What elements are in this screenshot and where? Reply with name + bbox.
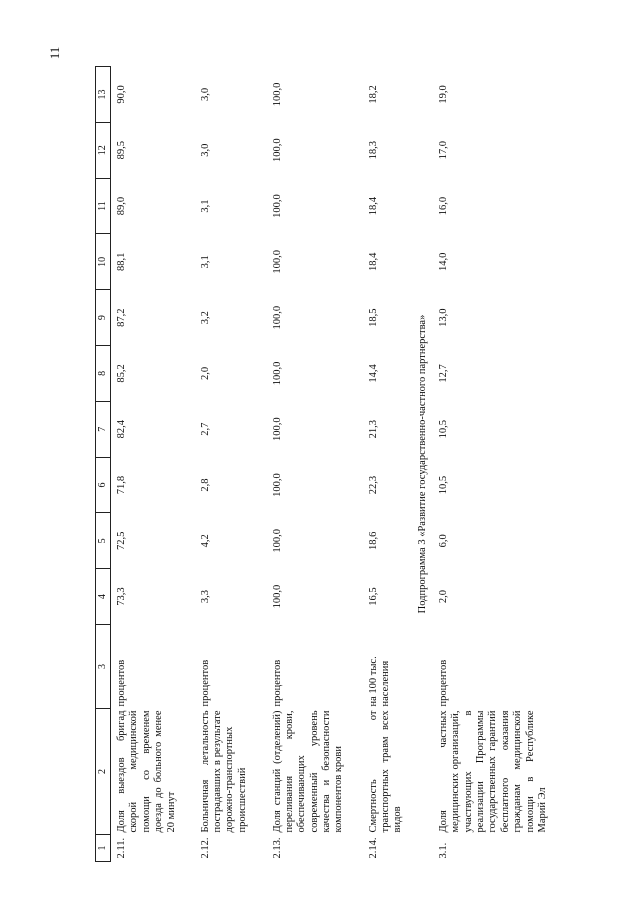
indicator-name: Больничная летальность пострадавших в результате дорожно-транспортных происшествий — [199, 710, 248, 833]
value-cell: 12,7 — [437, 364, 449, 383]
value-cell: 89,5 — [116, 141, 127, 160]
rotated-table-container — [95, 67, 548, 862]
value-cell: 100,0 — [271, 417, 283, 442]
column-header: 2 — [96, 709, 111, 835]
value-cell: 14,4 — [367, 364, 379, 383]
value-cell: 3,1 — [199, 255, 211, 269]
value-cell: 100,0 — [271, 250, 283, 274]
value-cell: 100,0 — [271, 473, 283, 497]
value-cell: 82,4 — [116, 420, 127, 439]
value-cell: 100,0 — [271, 82, 283, 107]
value-cell: 18,3 — [367, 141, 379, 160]
value-cell: 88,1 — [116, 252, 127, 272]
value-cell: 71,8 — [116, 475, 127, 495]
value-cell: 19,0 — [437, 85, 449, 104]
column-header: 3 — [96, 625, 111, 709]
value-cell: 100,0 — [271, 305, 283, 330]
value-cell: 100,0 — [271, 138, 283, 163]
row-index: 2.13. — [271, 837, 283, 859]
value-cell: 2,0 — [437, 590, 449, 604]
value-cell: 2,7 — [199, 422, 211, 436]
value-cell: 3,3 — [199, 590, 211, 604]
value-cell: 13,0 — [437, 308, 449, 327]
value-cell: 2,0 — [199, 366, 211, 380]
table-row — [433, 67, 551, 862]
unit: процентов — [199, 659, 211, 707]
page-number: 11 — [47, 46, 62, 60]
value-cell: 2,8 — [199, 478, 211, 492]
value-cell: 100,0 — [271, 584, 283, 609]
value-cell: 87,2 — [116, 308, 127, 327]
subprogram-row — [411, 67, 433, 862]
value-cell: 72,5 — [116, 531, 127, 550]
table-row — [111, 67, 195, 862]
value-cell: 16,5 — [367, 587, 379, 606]
indicator-name: Доля частных медицинских организаций, участвующих в реализации Программы государственных гарантий бесплатного оказания гражданам медицинской помощи в Республике Марий Эл — [437, 710, 548, 833]
unit: на 100 тыс. населения — [367, 656, 391, 707]
value-cell: 16,0 — [437, 196, 449, 216]
unit: процентов — [437, 659, 449, 707]
column-header: 10 — [96, 234, 111, 290]
table-row — [267, 67, 363, 862]
table-row — [363, 67, 411, 862]
row-index: 2.14. — [367, 837, 379, 859]
table-row — [195, 67, 267, 862]
value-cell: 18,4 — [367, 196, 379, 216]
indicator-name: Доля станций (отделений) переливания крови, обеспечивающих современный уровень качества и безопасности компонентов крови — [271, 710, 345, 833]
value-cell: 18,6 — [367, 531, 379, 550]
value-cell: 6,0 — [437, 534, 449, 548]
value-cell: 10,5 — [437, 475, 449, 495]
value-cell: 17,0 — [437, 141, 449, 160]
value-cell: 100,0 — [271, 194, 283, 218]
value-cell: 3,1 — [199, 199, 211, 213]
column-number-row — [96, 67, 111, 862]
row-index: 2.12. — [199, 837, 211, 859]
value-cell: 3,0 — [199, 143, 211, 157]
value-cell: 100,0 — [271, 529, 283, 553]
unit: процентов — [116, 659, 127, 707]
column-header: 5 — [96, 513, 111, 569]
value-cell: 73,3 — [116, 587, 127, 606]
column-header: 8 — [96, 346, 111, 402]
subprogram-title: Подпрограмма 3 «Развитие государственно-частного партнерства» — [416, 314, 428, 614]
value-cell: 3,0 — [199, 87, 211, 101]
column-header: 7 — [96, 401, 111, 457]
value-cell: 3,2 — [199, 311, 211, 325]
indicator-name: Смертность от транспортных травм всех видов — [367, 710, 404, 833]
indicators-table — [95, 66, 551, 862]
value-cell: 18,5 — [367, 308, 379, 327]
row-index: 2.11. — [116, 837, 127, 859]
value-cell: 14,0 — [437, 252, 449, 272]
column-header: 6 — [96, 457, 111, 513]
indicator-name: Доля выездов бригад скорой медицинской помощи со временем доезда до больного менее 20 минут — [116, 710, 177, 833]
column-header: 4 — [96, 569, 111, 625]
value-cell: 10,5 — [437, 420, 449, 439]
row-index: 3.1. — [437, 842, 449, 859]
column-header: 12 — [96, 122, 111, 178]
value-cell: 4,2 — [199, 534, 211, 548]
value-cell: 85,2 — [116, 364, 127, 383]
column-header: 11 — [96, 178, 111, 234]
value-cell: 89,0 — [116, 196, 127, 216]
column-header: 9 — [96, 290, 111, 346]
value-cell: 18,4 — [367, 252, 379, 272]
value-cell: 18,2 — [367, 85, 379, 104]
unit: процентов — [271, 659, 283, 707]
value-cell: 22,3 — [367, 475, 379, 495]
value-cell: 100,0 — [271, 361, 283, 386]
value-cell: 21,3 — [367, 420, 379, 439]
column-header: 13 — [96, 67, 111, 123]
value-cell: 90,0 — [116, 85, 127, 104]
column-header: 1 — [96, 835, 111, 862]
